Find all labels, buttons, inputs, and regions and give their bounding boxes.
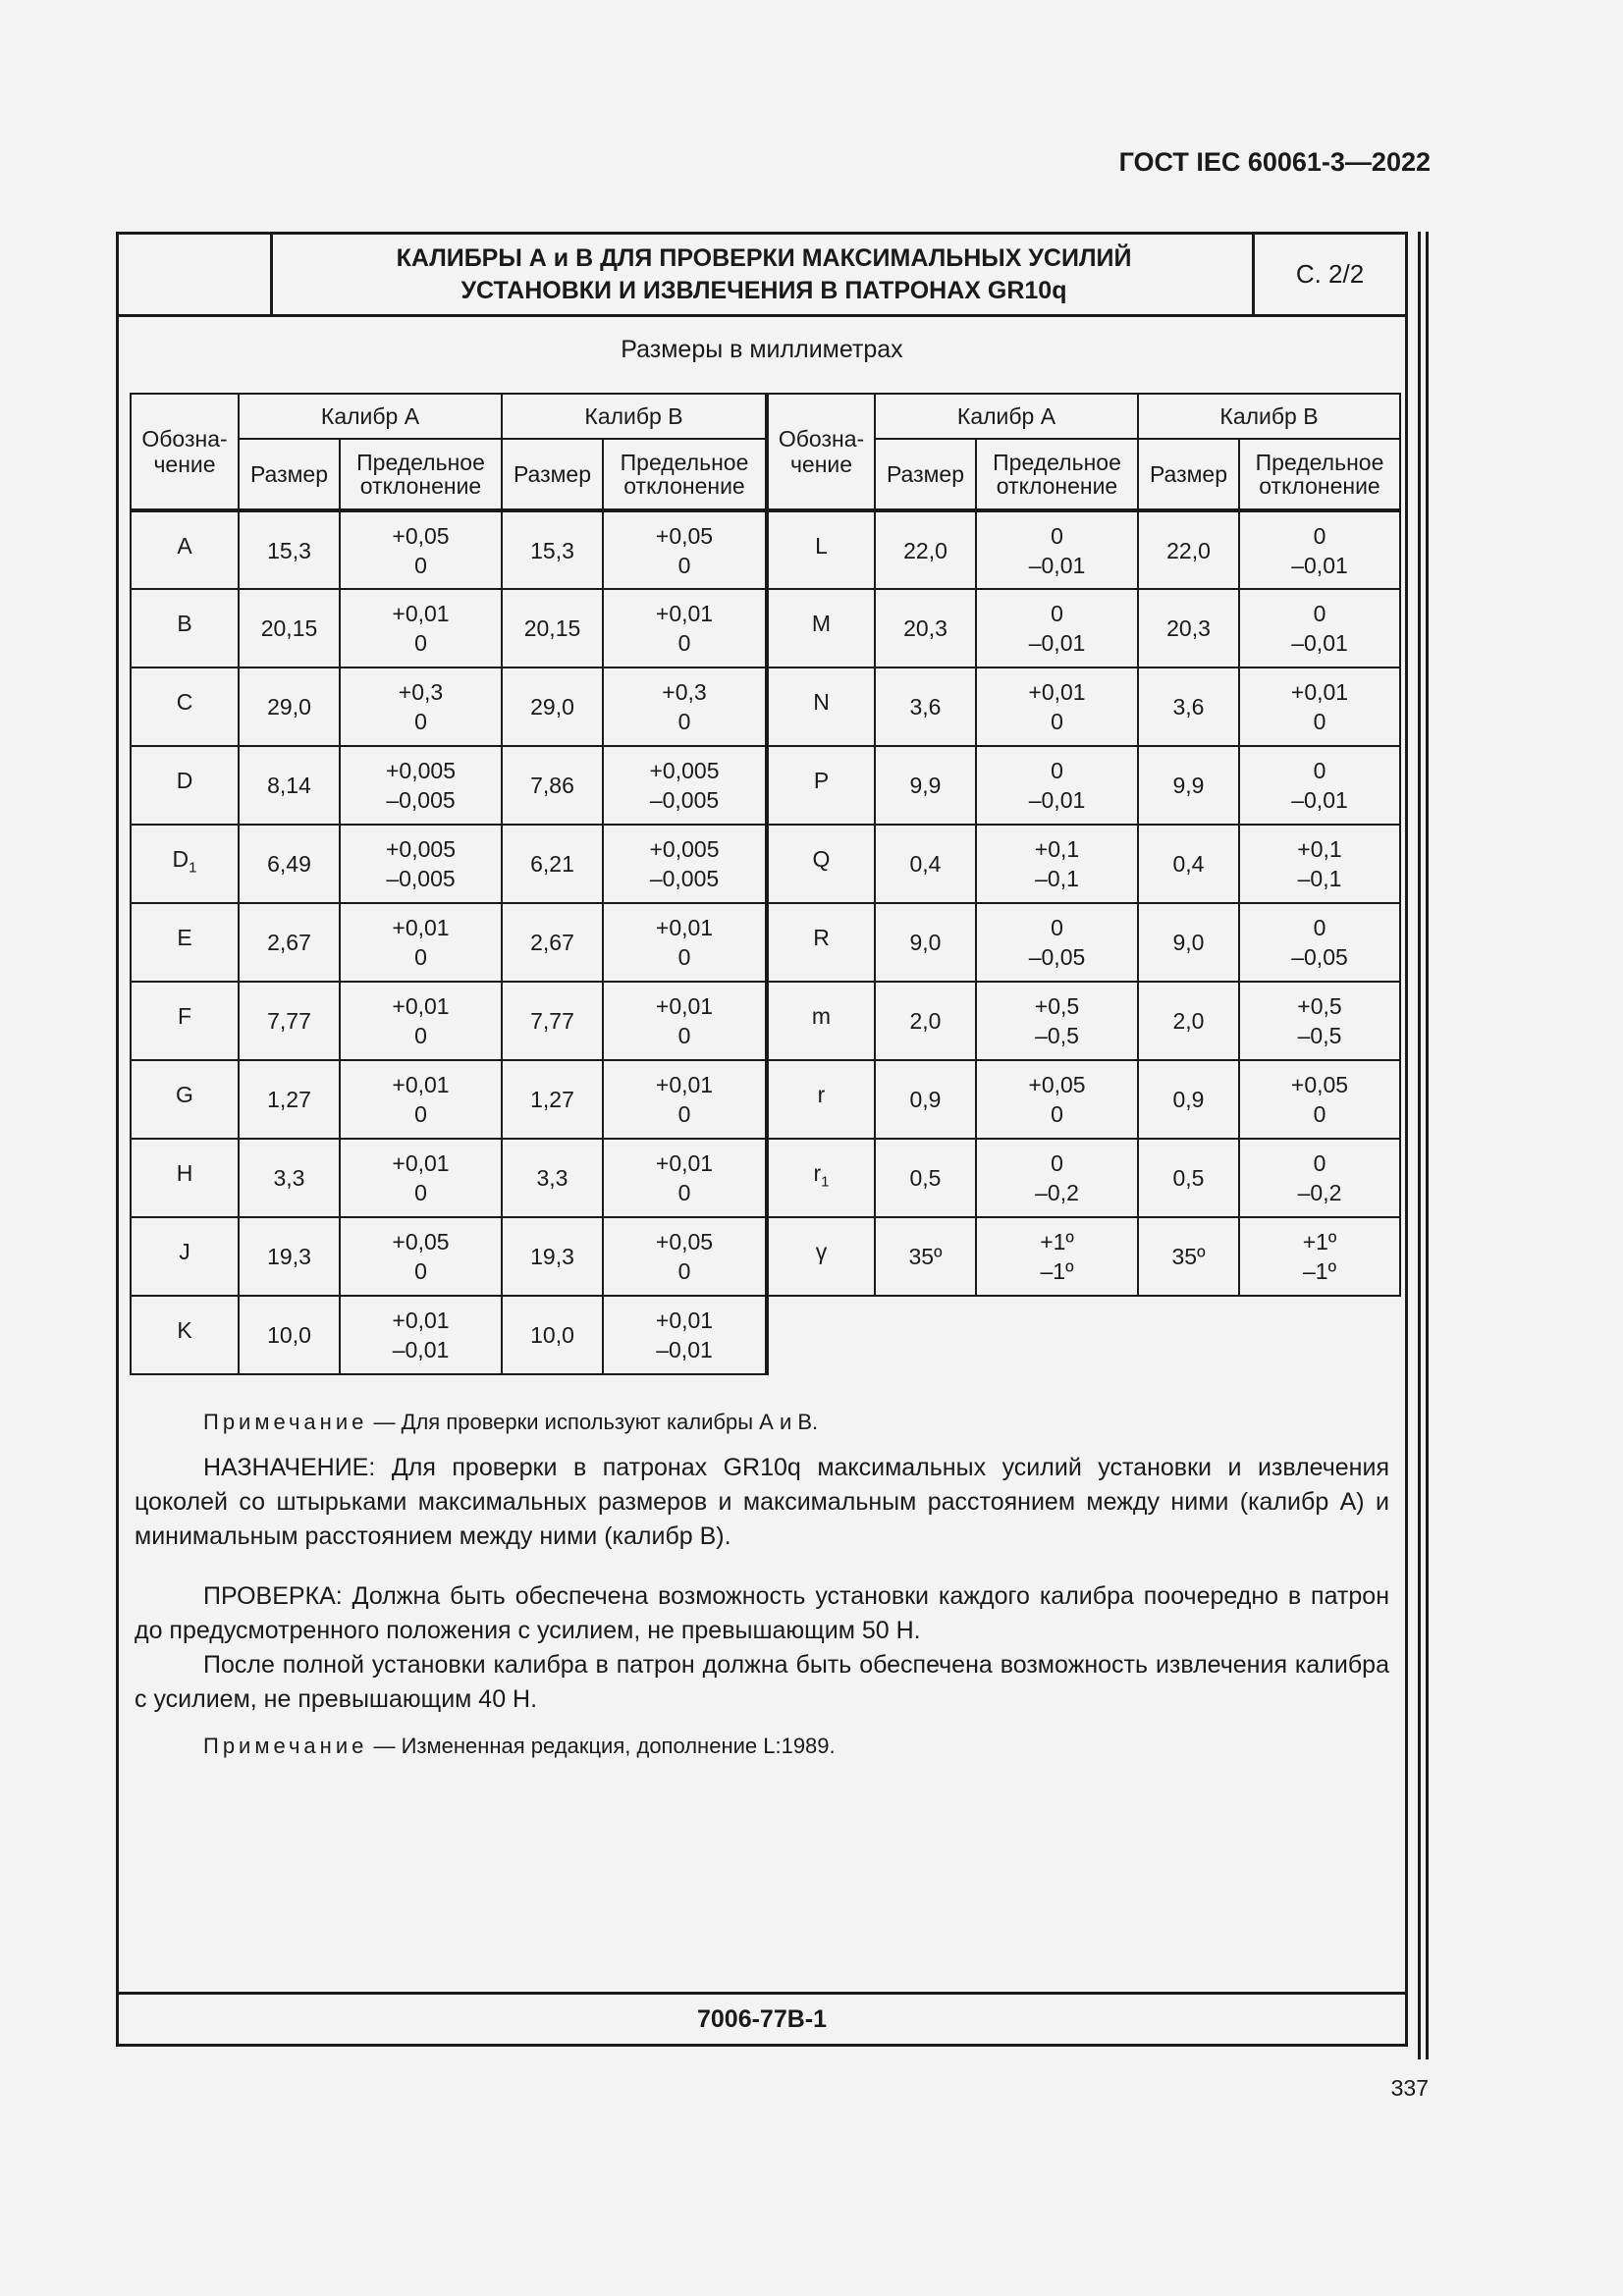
deviation-lower: –0,2	[1297, 1180, 1342, 1205]
deviation-upper: +0,3	[662, 679, 707, 705]
size-cell: 7,77	[239, 982, 340, 1060]
size-cell: 20,3	[875, 589, 976, 667]
col-deviation: Предельное отклонение	[603, 439, 767, 510]
table-row	[131, 903, 1400, 982]
designation-symbol: N	[813, 689, 830, 716]
col-deviation: Предельное отклонение	[1239, 439, 1400, 510]
size-cell: 20,3	[1138, 589, 1239, 667]
designation-cell	[767, 589, 875, 667]
deviation-upper: +0,5	[1034, 993, 1080, 1019]
deviation-upper: +0,01	[655, 1308, 714, 1333]
deviation-upper: +0,05	[392, 1229, 450, 1255]
deviation-cell	[603, 1296, 767, 1374]
deviation-upper: +0,01	[655, 1150, 714, 1176]
deviation-cell	[1239, 1139, 1400, 1217]
deviation-upper: 0	[1313, 758, 1326, 783]
deviation-upper: +0,01	[392, 1072, 450, 1097]
col-gauge-a: Калибр А	[239, 394, 502, 439]
deviation-lower: –0,01	[392, 1337, 450, 1362]
designation-cell	[767, 1217, 875, 1296]
designation-symbol: K	[177, 1317, 192, 1344]
designation-symbol: m	[811, 1003, 832, 1030]
deviation-cell	[1239, 982, 1400, 1060]
designation-cell	[767, 1139, 875, 1217]
deviation-cell	[1239, 510, 1400, 589]
deviation-lower: –0,01	[1291, 787, 1348, 813]
deviation-cell	[603, 589, 767, 667]
deviation-cell	[976, 510, 1138, 589]
table-row	[131, 746, 1400, 825]
col-gauge-b: Калибр В	[1138, 394, 1400, 439]
deviation-lower: –0,05	[1291, 944, 1348, 970]
deviation-upper: +1º	[1040, 1229, 1074, 1255]
col-size: Размер	[502, 439, 603, 510]
designation-cell	[131, 1139, 239, 1217]
designation-cell	[767, 1060, 875, 1139]
designation-symbol: A	[177, 532, 192, 559]
designation-symbol: F	[177, 1003, 192, 1030]
col-gauge-a: Калибр А	[875, 394, 1138, 439]
col-deviation: Предельное отклонение	[340, 439, 502, 510]
designation-symbol: G	[176, 1082, 193, 1108]
deviation-lower: 0	[414, 1101, 427, 1127]
frame-side-line	[1426, 232, 1429, 2059]
size-cell: 9,0	[875, 903, 976, 982]
deviation-cell	[1239, 746, 1400, 825]
size-cell: 3,6	[875, 667, 976, 746]
note-label: Примечание	[203, 1734, 368, 1758]
designation-cell	[767, 903, 875, 982]
deviation-lower: 0	[414, 1180, 427, 1205]
size-cell: 6,21	[502, 825, 603, 903]
size-cell: 19,3	[239, 1217, 340, 1296]
sheet-title-line: КАЛИБРЫ А и В ДЛЯ ПРОВЕРКИ МАКСИМАЛЬНЫХ УСИЛИЙ	[396, 243, 1132, 272]
table-row	[131, 1217, 1400, 1296]
deviation-cell	[603, 667, 767, 746]
sheet-page-ref: С. 2/2	[1252, 235, 1405, 314]
deviation-cell	[340, 903, 502, 982]
deviation-upper: +0,01	[392, 1308, 450, 1333]
deviation-cell	[603, 982, 767, 1060]
standard-code: ГОСТ IEC 60061-3—2022	[1118, 147, 1431, 177]
size-cell: 8,14	[239, 746, 340, 825]
deviation-cell	[1239, 825, 1400, 903]
designation-cell	[131, 1217, 239, 1296]
deviation-upper: 0	[1051, 915, 1063, 940]
deviation-cell	[603, 1060, 767, 1139]
check-paragraph: После полной установки калибра в патрон должна быть обеспечена возможность извлечения калибра с усилием, не превышающим 40 Н.	[135, 1651, 1389, 1713]
size-cell: 3,3	[502, 1139, 603, 1217]
deviation-upper: +0,01	[655, 915, 714, 940]
size-cell: 9,9	[875, 746, 976, 825]
designation-cell	[131, 589, 239, 667]
deviation-cell	[1239, 1217, 1400, 1296]
designation-symbol: D	[176, 768, 193, 794]
designation-symbol: H	[176, 1160, 193, 1187]
deviation-upper: 0	[1051, 522, 1063, 549]
deviation-lower: 0	[1313, 1101, 1326, 1127]
units-caption: Размеры в миллиметрах	[621, 336, 903, 363]
deviation-upper: +0,01	[392, 993, 450, 1019]
deviation-lower: –0,5	[1297, 1023, 1342, 1048]
deviation-lower: 0	[677, 1258, 691, 1284]
designation-symbol: J	[179, 1239, 190, 1265]
designation-cell	[131, 510, 239, 589]
table-row	[131, 510, 1400, 589]
size-cell: 35º	[875, 1217, 976, 1296]
deviation-upper: +0,01	[1028, 679, 1086, 705]
deviation-cell	[340, 1139, 502, 1217]
size-cell: 35º	[1138, 1217, 1239, 1296]
deviation-upper: 0	[1051, 601, 1063, 626]
sheet-code: 7006-77В-1	[119, 1992, 1405, 2044]
col-size: Размер	[1138, 439, 1239, 510]
size-cell: 0,9	[875, 1060, 976, 1139]
deviation-lower: –0,005	[649, 866, 720, 891]
deviation-lower: –0,01	[1028, 552, 1086, 578]
deviation-lower: –0,01	[656, 1337, 713, 1362]
table-row	[131, 825, 1400, 903]
sheet-header	[119, 235, 1405, 317]
size-cell: 3,6	[1138, 667, 1239, 746]
size-cell: 9,9	[1138, 746, 1239, 825]
designation-symbol: Q	[812, 846, 831, 873]
deviation-lower: 0	[1313, 709, 1326, 734]
size-cell: 0,9	[1138, 1060, 1239, 1139]
deviation-cell	[340, 589, 502, 667]
deviation-lower: 0	[677, 552, 691, 578]
designation-cell	[131, 982, 239, 1060]
deviation-lower: 0	[414, 630, 427, 656]
size-cell: 10,0	[502, 1296, 603, 1374]
deviation-cell	[976, 1060, 1138, 1139]
deviation-lower: 0	[677, 630, 691, 656]
deviation-lower: 0	[677, 709, 691, 734]
col-gauge-b: Калибр В	[502, 394, 767, 439]
deviation-cell	[976, 746, 1138, 825]
deviation-cell	[340, 510, 502, 589]
deviation-cell	[976, 1139, 1138, 1217]
sheet-frame	[116, 232, 1408, 2047]
table-row	[131, 589, 1400, 667]
deviation-cell	[1239, 1060, 1400, 1139]
table-row	[131, 1296, 1400, 1374]
deviation-lower: 0	[414, 709, 427, 734]
note-label: Примечание	[203, 1410, 368, 1434]
size-cell: 2,0	[875, 982, 976, 1060]
size-cell: 2,67	[239, 903, 340, 982]
deviation-upper: +0,05	[1290, 1072, 1349, 1097]
size-cell: 2,0	[1138, 982, 1239, 1060]
deviation-cell	[603, 903, 767, 982]
deviation-lower: –0,1	[1035, 866, 1079, 891]
col-deviation: Предельное отклонение	[976, 439, 1138, 510]
deviation-upper: +0,01	[392, 915, 450, 940]
deviation-cell	[340, 1296, 502, 1374]
deviation-upper: +1º	[1302, 1229, 1337, 1255]
deviation-cell	[976, 982, 1138, 1060]
designation-symbol: γ	[815, 1239, 828, 1265]
size-cell: 9,0	[1138, 903, 1239, 982]
sheet-title	[273, 235, 1255, 314]
col-designation: Обозна-чение	[767, 394, 875, 510]
deviation-lower: –1º	[1040, 1258, 1074, 1284]
size-cell: 20,15	[502, 589, 603, 667]
note-text: — Для проверки используют калибры А и В.	[367, 1410, 819, 1434]
note	[203, 1729, 1389, 1763]
designation-cell	[767, 510, 875, 589]
deviation-cell	[340, 1217, 502, 1296]
deviation-upper: 0	[1313, 1150, 1326, 1176]
note-text: — Измененная редакция, дополнение L:1989.	[367, 1734, 836, 1758]
deviation-lower: 0	[1051, 709, 1063, 734]
size-cell: 0,5	[1138, 1139, 1239, 1217]
deviation-upper: 0	[1313, 915, 1326, 940]
deviation-cell	[340, 1060, 502, 1139]
size-cell: 19,3	[502, 1217, 603, 1296]
deviation-upper: +0,05	[655, 1229, 714, 1255]
deviation-lower: 0	[677, 944, 691, 970]
size-cell: 0,4	[1138, 825, 1239, 903]
deviation-upper: +0,005	[649, 758, 720, 783]
size-cell: 0,4	[875, 825, 976, 903]
deviation-lower: –0,005	[386, 787, 456, 813]
size-cell: 0,5	[875, 1139, 976, 1217]
size-cell: 3,3	[239, 1139, 340, 1217]
deviation-cell	[976, 825, 1138, 903]
designation-subscript: 1	[189, 859, 197, 877]
deviation-upper: +0,01	[392, 1150, 450, 1176]
designation-cell	[131, 746, 239, 825]
size-cell: 20,15	[239, 589, 340, 667]
col-size: Размер	[875, 439, 976, 510]
deviation-upper: +0,05	[392, 522, 450, 549]
size-cell: 15,3	[239, 510, 340, 589]
deviation-upper: 0	[1313, 601, 1326, 626]
deviation-upper: +0,005	[386, 758, 456, 783]
deviation-cell	[603, 1217, 767, 1296]
size-cell: 1,27	[239, 1060, 340, 1139]
size-cell: 29,0	[239, 667, 340, 746]
table-row	[131, 1060, 1400, 1139]
page-number: 337	[1390, 2075, 1429, 2101]
deviation-upper: +0,1	[1034, 836, 1080, 862]
deviation-upper: +0,1	[1297, 836, 1342, 862]
designation-symbol: L	[815, 532, 828, 559]
designation-cell	[131, 903, 239, 982]
designation-symbol: E	[177, 925, 192, 951]
deviation-lower: 0	[414, 944, 427, 970]
deviation-cell	[340, 746, 502, 825]
size-cell: 7,77	[502, 982, 603, 1060]
designation-symbol: C	[176, 689, 193, 716]
header-blank-cell	[119, 235, 273, 314]
deviation-cell	[603, 746, 767, 825]
designation-cell	[767, 825, 875, 903]
deviation-cell	[976, 903, 1138, 982]
size-cell: 22,0	[1138, 510, 1239, 589]
deviation-cell	[1239, 667, 1400, 746]
size-cell: 2,67	[502, 903, 603, 982]
designation-symbol: D	[172, 846, 189, 873]
size-cell: 7,86	[502, 746, 603, 825]
deviation-cell	[1239, 903, 1400, 982]
deviation-upper: +0,005	[386, 836, 456, 862]
designation-symbol: B	[177, 611, 192, 637]
deviation-lower: –0,01	[1291, 630, 1348, 656]
deviation-upper: +0,005	[649, 836, 720, 862]
deviation-upper: +0,05	[655, 522, 714, 549]
size-cell: 10,0	[239, 1296, 340, 1374]
deviation-cell	[603, 1139, 767, 1217]
dimensions-table	[130, 393, 1401, 1375]
note	[203, 1405, 1389, 1439]
size-cell: 22,0	[875, 510, 976, 589]
deviation-upper: +0,01	[655, 993, 714, 1019]
deviation-upper: +0,01	[392, 601, 450, 626]
purpose-paragraph: НАЗНАЧЕНИЕ: Для проверки в патронах GR10q максимальных усилий установки и извлечения цоколей со штырьками максимальных размеров и максимальным расстоянием между ними (калибр А) и минимальным расстоянием между ними (калибр В).	[135, 1454, 1389, 1550]
empty-cell	[767, 1296, 1400, 1374]
designation-cell	[767, 667, 875, 746]
deviation-lower: 0	[677, 1023, 691, 1048]
designation-subscript: 1	[821, 1173, 830, 1191]
designation-cell	[131, 1060, 239, 1139]
notes-section	[135, 1405, 1389, 1775]
deviation-lower: 0	[414, 1258, 427, 1284]
deviation-lower: –0,01	[1291, 552, 1348, 578]
deviation-lower: 0	[677, 1101, 691, 1127]
table-row	[131, 982, 1400, 1060]
col-designation: Обозна-чение	[131, 394, 239, 510]
deviation-lower: 0	[677, 1180, 691, 1205]
deviation-lower: –0,05	[1028, 944, 1086, 970]
frame-side-line	[1418, 232, 1421, 2059]
deviation-upper: 0	[1051, 758, 1063, 783]
deviation-cell	[340, 982, 502, 1060]
designation-cell	[131, 1296, 239, 1374]
deviation-lower: 0	[414, 1023, 427, 1048]
designation-cell	[767, 746, 875, 825]
deviation-cell	[976, 589, 1138, 667]
designation-symbol: r	[813, 1160, 822, 1187]
deviation-cell	[603, 825, 767, 903]
deviation-lower: –0,1	[1297, 866, 1342, 891]
deviation-cell	[976, 1217, 1138, 1296]
deviation-lower: –0,005	[649, 787, 720, 813]
size-cell: 6,49	[239, 825, 340, 903]
deviation-cell	[340, 825, 502, 903]
deviation-lower: –0,005	[386, 866, 456, 891]
deviation-upper: 0	[1313, 522, 1326, 549]
deviation-cell	[603, 510, 767, 589]
designation-symbol: r	[817, 1082, 826, 1108]
deviation-lower: 0	[414, 552, 427, 578]
deviation-lower: –0,2	[1035, 1180, 1079, 1205]
col-size: Размер	[239, 439, 340, 510]
designation-symbol: P	[813, 768, 830, 794]
deviation-cell	[976, 667, 1138, 746]
check-paragraph: ПРОВЕРКА: Должна быть обеспечена возможность установки каждого калибра поочередно в патрон до предусмотренного положения с усилием, не превышающим 50 Н.	[135, 1582, 1389, 1644]
deviation-upper: +0,3	[398, 679, 444, 705]
size-cell: 15,3	[502, 510, 603, 589]
deviation-upper: +0,01	[655, 1072, 714, 1097]
deviation-lower: –0,01	[1028, 787, 1086, 813]
deviation-lower: –0,5	[1035, 1023, 1079, 1048]
deviation-lower: –1º	[1303, 1258, 1336, 1284]
deviation-cell	[340, 667, 502, 746]
deviation-upper: +0,05	[1028, 1072, 1086, 1097]
sheet-title-line: УСТАНОВКИ И ИЗВЛЕЧЕНИЯ В ПАТРОНАХ GR10q	[460, 276, 1067, 304]
designation-symbol: R	[813, 925, 830, 951]
deviation-cell	[1239, 589, 1400, 667]
designation-symbol: M	[811, 611, 832, 637]
designation-cell	[767, 982, 875, 1060]
deviation-upper: 0	[1051, 1150, 1063, 1176]
deviation-lower: 0	[1051, 1101, 1063, 1127]
table-row	[131, 667, 1400, 746]
table-row	[131, 1139, 1400, 1217]
deviation-upper: +0,01	[655, 601, 714, 626]
size-cell: 29,0	[502, 667, 603, 746]
deviation-upper: +0,5	[1297, 993, 1342, 1019]
deviation-lower: –0,01	[1028, 630, 1086, 656]
deviation-upper: +0,01	[1290, 679, 1349, 705]
size-cell: 1,27	[502, 1060, 603, 1139]
designation-cell	[131, 825, 239, 903]
designation-cell	[131, 667, 239, 746]
